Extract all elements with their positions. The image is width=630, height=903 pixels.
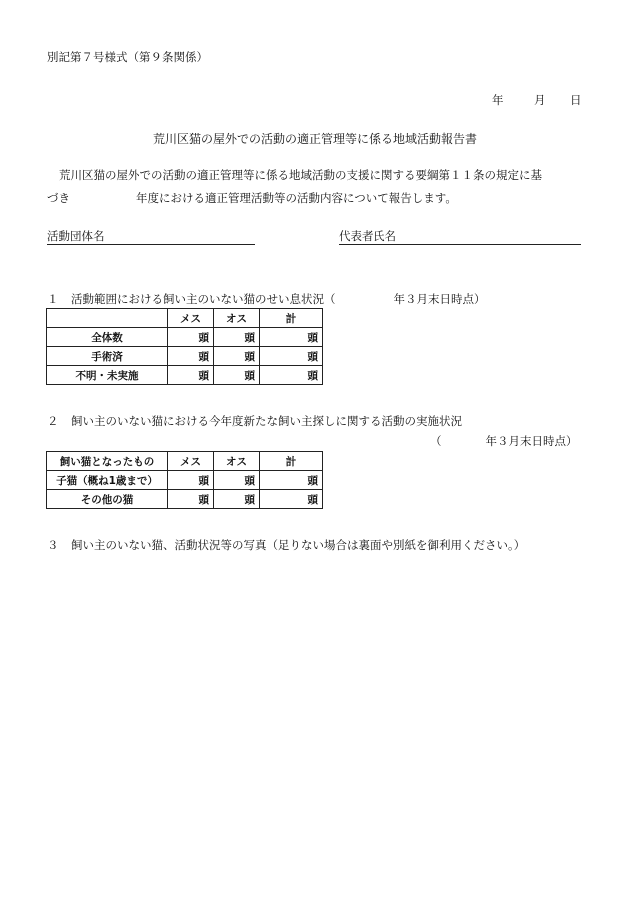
form-label: 別記第７号様式（第９条関係）: [47, 50, 208, 64]
intro-line-2: づき 年度における適正管理活動等の活動内容について報告します。: [47, 191, 457, 205]
row-label: 全体数: [47, 328, 168, 347]
section-3-heading: ３ 飼い主のいない猫、活動状況等の写真（足りない場合は裏面や別紙を御利用ください。）: [47, 538, 526, 552]
female-count-cell[interactable]: 頭: [168, 366, 214, 385]
table-header-cell: 計: [260, 452, 323, 471]
total-count-cell[interactable]: 頭: [260, 490, 323, 509]
table-row: [47, 490, 323, 509]
intro-line-1: 荒川区猫の屋外での活動の適正管理等に係る地域活動の支援に関する要綱第１１条の規定に基: [59, 168, 542, 182]
female-count-cell[interactable]: 頭: [168, 471, 214, 490]
table-header-row: [47, 452, 323, 471]
group-name-label: 活動団体名: [47, 229, 105, 243]
table-header-cell: メス: [168, 309, 214, 328]
row-label: 不明・未実施: [47, 366, 168, 385]
female-count-cell[interactable]: 頭: [168, 347, 214, 366]
table-row: [47, 366, 323, 385]
row-label: 手術済: [47, 347, 168, 366]
date-year-label: 年: [492, 93, 504, 107]
table-header-row: [47, 309, 323, 328]
table-row: [47, 328, 323, 347]
male-count-cell[interactable]: 頭: [214, 366, 260, 385]
table-header-cell: メス: [168, 452, 214, 471]
representative-label: 代表者: [339, 229, 374, 243]
table-header-cell: オス: [214, 309, 260, 328]
male-count-cell[interactable]: 頭: [214, 490, 260, 509]
row-label: 子猫（概ね1歳まで）: [47, 471, 168, 490]
table-adoption: [46, 451, 323, 509]
representative-name-label: 氏名: [373, 229, 396, 243]
table-row: [47, 471, 323, 490]
table-cat-population: [46, 308, 323, 385]
representative-field[interactable]: [339, 228, 581, 245]
table-header-cell: [47, 309, 168, 328]
table-header-cell: 飼い猫となったもの: [47, 452, 168, 471]
male-count-cell[interactable]: 頭: [214, 471, 260, 490]
section-2-heading: ２ 飼い主のいない猫における今年度新たな飼い主探しに関する活動の実施状況: [47, 414, 462, 428]
total-count-cell[interactable]: 頭: [260, 471, 323, 490]
male-count-cell[interactable]: 頭: [214, 328, 260, 347]
female-count-cell[interactable]: 頭: [168, 328, 214, 347]
section-1-heading: １ 活動範囲における飼い主のいない猫のせい息状況（ 年３月末日時点）: [47, 292, 486, 306]
female-count-cell[interactable]: 頭: [168, 490, 214, 509]
date-day-label: 日: [570, 93, 582, 107]
total-count-cell[interactable]: 頭: [260, 366, 323, 385]
page-title: 荒川区猫の屋外での活動の適正管理等に係る地域活動報告書: [152, 132, 477, 146]
section-2-date: （ 年３月末日時点）: [430, 434, 578, 448]
table-header-cell: 計: [260, 309, 323, 328]
total-count-cell[interactable]: 頭: [260, 347, 323, 366]
row-label: その他の猫: [47, 490, 168, 509]
group-name-field[interactable]: [47, 228, 255, 245]
table-row: [47, 347, 323, 366]
intro-paragraph: [47, 164, 587, 210]
date-month-label: 月: [534, 93, 546, 107]
male-count-cell[interactable]: 頭: [214, 347, 260, 366]
total-count-cell[interactable]: 頭: [260, 328, 323, 347]
table-header-cell: オス: [214, 452, 260, 471]
